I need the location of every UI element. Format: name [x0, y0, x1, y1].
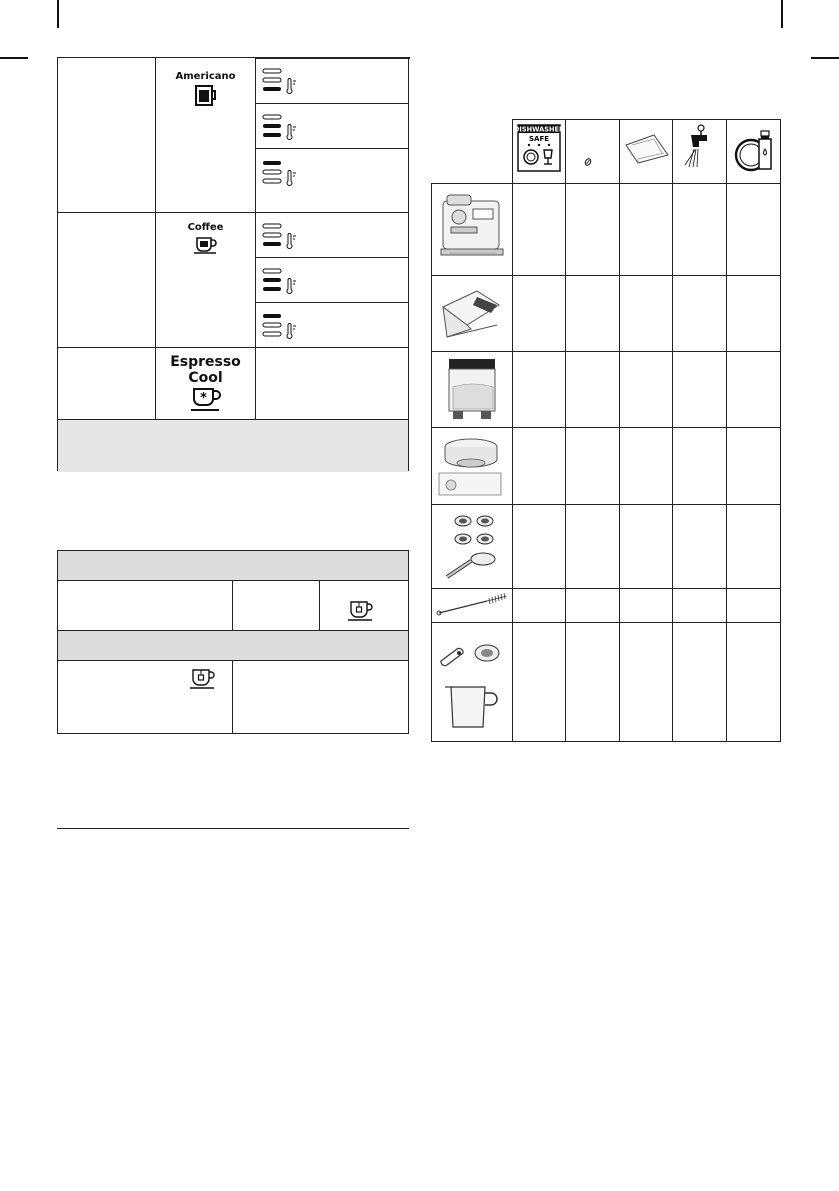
dishwasher-label: DISHWASHER — [513, 125, 565, 134]
row-divider — [58, 212, 408, 213]
strength-high-temp-icon — [262, 159, 302, 187]
row-divider — [256, 302, 408, 303]
row-divider — [431, 504, 781, 505]
table-header-bar — [57, 550, 409, 581]
dishwasher-safe-icon — [513, 124, 565, 172]
filter-baskets-image — [441, 511, 505, 583]
row-divider — [431, 427, 781, 428]
column-divider — [565, 119, 566, 742]
crop-mark — [57, 0, 59, 28]
water-tank-image — [443, 357, 503, 423]
drip-tray-image — [437, 285, 507, 345]
tea-cup-icon — [190, 668, 216, 690]
column-divider — [780, 119, 781, 742]
dish-soap-icon — [733, 125, 777, 173]
espresso-cool-cell — [156, 354, 255, 417]
americano-label: Americano — [175, 71, 236, 82]
sponge-icon — [583, 157, 593, 167]
table-rule — [512, 119, 781, 120]
row-divider — [431, 622, 781, 623]
row-divider — [57, 580, 58, 631]
strength-medium-temp-icon — [262, 113, 302, 141]
row-divider — [431, 351, 781, 352]
crop-mark — [0, 57, 28, 59]
coffee-machine-image — [437, 191, 507, 269]
strength-low-temp-icon — [262, 67, 302, 95]
note-row — [58, 419, 408, 472]
iced-cup-icon — [189, 387, 223, 413]
column-divider — [408, 580, 409, 631]
espresso-cool-line1: Espresso — [170, 354, 241, 370]
coffee-label: Coffee — [187, 222, 224, 233]
row-divider — [256, 103, 408, 104]
column-divider — [232, 660, 233, 734]
svg-text:*: * — [199, 391, 207, 406]
table-rule — [256, 57, 410, 59]
americano-cell — [156, 71, 255, 112]
column-divider — [57, 660, 58, 734]
coffee-cell — [156, 222, 255, 259]
column-divider — [431, 183, 432, 742]
tea-cup-icon — [348, 600, 374, 622]
row-divider — [57, 733, 409, 734]
coffee-cup-icon — [193, 235, 219, 255]
column-divider — [232, 580, 233, 631]
brew-settings-table — [57, 57, 409, 471]
strength-medium-temp-icon — [262, 267, 302, 295]
cloth-icon — [624, 133, 670, 165]
cleaning-guide-table — [431, 119, 781, 742]
milk-jug-accessories-image — [437, 631, 509, 735]
bean-hopper-image — [437, 433, 507, 499]
strength-low-temp-icon — [262, 222, 302, 250]
column-divider — [319, 580, 320, 631]
strength-high-temp-icon — [262, 312, 302, 340]
column-divider — [672, 119, 673, 742]
row-divider — [431, 741, 781, 742]
tea-settings-table — [57, 550, 409, 734]
tap-water-icon — [679, 123, 719, 169]
row-divider — [431, 275, 781, 276]
column-divider — [619, 119, 620, 742]
table-header-bar — [57, 630, 409, 661]
crop-mark — [811, 57, 839, 59]
mug-icon — [194, 84, 218, 108]
cleaning-brush-image — [435, 593, 511, 617]
column-divider — [255, 58, 256, 419]
column-divider — [408, 660, 409, 734]
espresso-cool-line2: Cool — [188, 370, 223, 386]
table-rule — [431, 183, 781, 184]
row-divider — [58, 347, 408, 348]
crop-mark — [781, 0, 783, 28]
row-divider — [256, 148, 408, 149]
row-divider — [431, 588, 781, 589]
section-divider — [57, 828, 409, 829]
column-divider — [726, 119, 727, 742]
safe-label: SAFE — [528, 135, 550, 143]
row-divider — [256, 257, 408, 258]
column-divider — [512, 119, 513, 742]
